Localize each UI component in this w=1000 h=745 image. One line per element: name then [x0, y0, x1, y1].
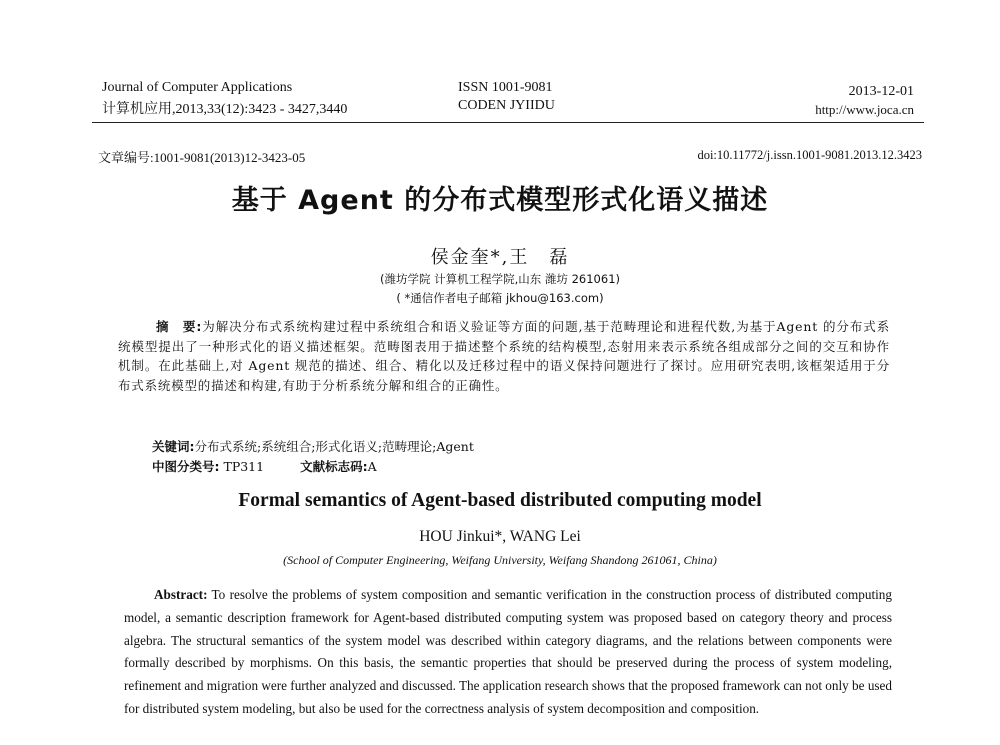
abstract-chinese — [118, 317, 890, 395]
authors-english: HOU Jinkui*, WANG Lei — [419, 528, 581, 545]
keywords-text: 分布式系统;系统组合;形式化语义;范畴理论;Agent — [194, 439, 474, 454]
keywords-chinese — [152, 437, 474, 455]
doc-code-value: A — [367, 459, 377, 474]
publication-date: 2013-12-01 — [848, 84, 914, 99]
clc-value: TP311 — [223, 459, 265, 474]
authors-chinese: 侯金奎*,王 磊 — [430, 247, 570, 268]
affiliation-chinese: (潍坊学院 计算机工程学院,山东 潍坊 261061) — [380, 272, 620, 286]
abstract-english — [124, 584, 892, 721]
journal-name-en: Journal of Computer Applications — [102, 80, 293, 95]
header-divider — [92, 122, 924, 123]
title-english: Formal semantics of Agent-based distributed computing model — [238, 490, 762, 511]
abstract-text-cn: 为解决分布式系统构建过程中系统组合和语义验证等方面的问题,基于范畴理论和进程代数,为基于Agent 的分布式系统模型提出了一种形式化的语义描述框架。范畴图表用于描述整个系统的结构模型,态射用来表示系统各组成部分之间的交互和协作机制。在此基础上,对 Agent 规范的描述、组合、精化以及迁移过程中的语义保持问题进行了探讨。应用研究表明,该框架适用于分布式系统模型的描述和构建,有助于分析系统分解和组合的正确性。 — [118, 319, 891, 393]
corresponding-email: ( *通信作者电子邮箱 jkhou@163.com) — [396, 291, 604, 305]
journal-citation-cn: 计算机应用,2013,33(12):3423 - 3427,3440 — [102, 102, 348, 117]
doi: doi:10.11772/j.issn.1001-9081.2013.12.3423 — [697, 148, 922, 162]
doc-code-label: 文献标志码: — [300, 459, 368, 474]
clc-label: 中图分类号: — [152, 459, 220, 474]
abstract-label-en: Abstract: — [154, 587, 208, 602]
classification — [152, 457, 377, 475]
keywords-label: 关键词: — [152, 439, 195, 454]
journal-url: http://www.joca.cn — [815, 102, 914, 117]
article-number: 文章编号:1001-9081(2013)12-3423-05 — [98, 150, 306, 165]
issn: ISSN 1001-9081 — [458, 80, 553, 95]
abstract-text-en: To resolve the problems of system composition and semantic verification in the construction process of distributed computing model, a semantic description framework for Agent-based distributed computing system was proposed based on category theory and process algebra. The structural semantics of the system model was described within category diagrams, and the relations between components were formally described by morphisms. On this basis, the semantic properties that should be preserved during the process of system modeling, refinement and migration were further analyzed and discussed. The application research shows that the proposed framework can not only be used for distributed system modeling, but also be used for the correctness analysis of system decomposition and composition. — [124, 587, 892, 716]
abstract-label-cn: 摘 要: — [156, 319, 203, 334]
coden: CODEN JYIIDU — [458, 98, 555, 113]
affiliation-english: (School of Computer Engineering, Weifang University, Weifang Shandong 261061, China) — [283, 553, 717, 567]
title-chinese: 基于 Agent 的分布式模型形式化语义描述 — [231, 185, 769, 216]
